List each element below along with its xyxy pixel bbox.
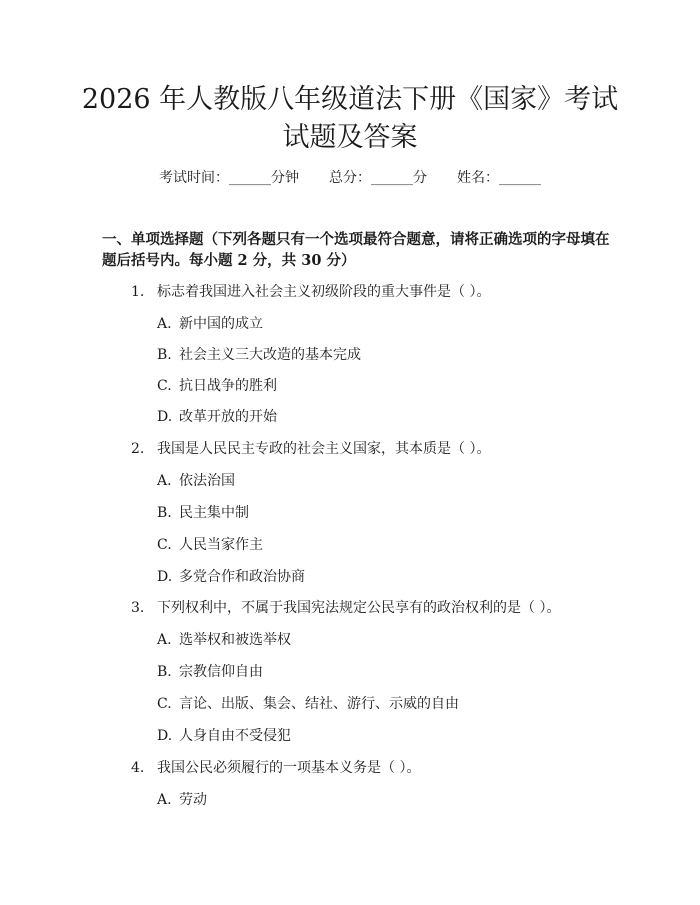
- option-text: 新中国的成立: [179, 316, 263, 332]
- option-letter: A.: [157, 632, 172, 648]
- question-4: [131, 758, 420, 778]
- document-title-line1: 2026 年人教版八年级道法下册《国家》考试: [81, 84, 619, 115]
- option-text: 社会主义三大改造的基本完成: [179, 347, 361, 363]
- option-letter: A.: [157, 473, 172, 489]
- option-text: 劳动: [179, 792, 207, 808]
- question-3-option-c: [157, 694, 459, 714]
- question-text: 我国公民必须履行的一项基本义务是（ ）。: [157, 760, 421, 776]
- question-1-option-b: [157, 345, 361, 365]
- question-number: 3.: [131, 600, 145, 616]
- question-text: 下列权利中，不属于我国宪法规定公民享有的政治权利的是（ ）。: [157, 600, 561, 616]
- option-letter: A.: [157, 792, 172, 808]
- option-letter: C.: [157, 378, 172, 394]
- question-2: [131, 439, 490, 459]
- question-number: 4.: [131, 760, 145, 776]
- student-name-field: 姓名：______: [457, 170, 541, 186]
- option-letter: A.: [157, 316, 172, 332]
- total-score-field: 总分：______分: [329, 170, 427, 186]
- option-letter: C.: [157, 696, 172, 712]
- question-1-option-a: [157, 314, 263, 334]
- option-text: 改革开放的开始: [179, 409, 277, 425]
- question-text: 标志着我国进入社会主义初级阶段的重大事件是（ ）。: [157, 284, 491, 300]
- option-letter: B.: [157, 505, 172, 521]
- question-1-option-d: [157, 407, 277, 427]
- option-text: 宗教信仰自由: [179, 664, 263, 680]
- option-letter: D.: [157, 728, 173, 744]
- question-3-option-d: [157, 726, 291, 746]
- option-text: 多党合作和政治协商: [179, 569, 305, 585]
- option-letter: D.: [157, 569, 173, 585]
- question-2-option-c: [157, 535, 263, 555]
- document-title-line2: 试题及答案: [282, 122, 418, 153]
- exam-info: [0, 167, 700, 189]
- exam-time-field: 考试时间：______分钟: [159, 170, 299, 186]
- option-letter: B.: [157, 664, 172, 680]
- question-2-option-d: [157, 567, 305, 587]
- option-text: 言论、出版、集会、结社、游行、示威的自由: [179, 696, 459, 712]
- section-heading-line1: 一、单项选择题（下列各题只有一个选项最符合题意，请将正确选项的字母填在: [102, 231, 610, 248]
- option-letter: D.: [157, 409, 173, 425]
- question-number: 2.: [131, 441, 145, 457]
- option-text: 抗日战争的胜利: [179, 378, 277, 394]
- option-text: 依法治国: [179, 473, 235, 489]
- option-text: 民主集中制: [179, 505, 249, 521]
- option-text: 选举权和被选举权: [179, 632, 291, 648]
- option-text: 人身自由不受侵犯: [179, 728, 291, 744]
- question-1-option-c: [157, 376, 277, 396]
- question-3-option-b: [157, 662, 263, 682]
- option-letter: B.: [157, 347, 172, 363]
- question-4-option-a: [157, 790, 207, 810]
- question-1: [131, 282, 490, 302]
- question-3: [131, 598, 560, 618]
- question-2-option-b: [157, 503, 249, 523]
- option-text: 人民当家作主: [179, 537, 263, 553]
- question-number: 1.: [131, 284, 145, 300]
- section-heading-line2: 题后括号内。每小题 2 分，共 30 分）: [102, 252, 356, 269]
- question-3-option-a: [157, 630, 291, 650]
- question-text: 我国是人民民主专政的社会主义国家，其本质是（ ）。: [157, 441, 491, 457]
- question-2-option-a: [157, 471, 235, 491]
- option-letter: C.: [157, 537, 172, 553]
